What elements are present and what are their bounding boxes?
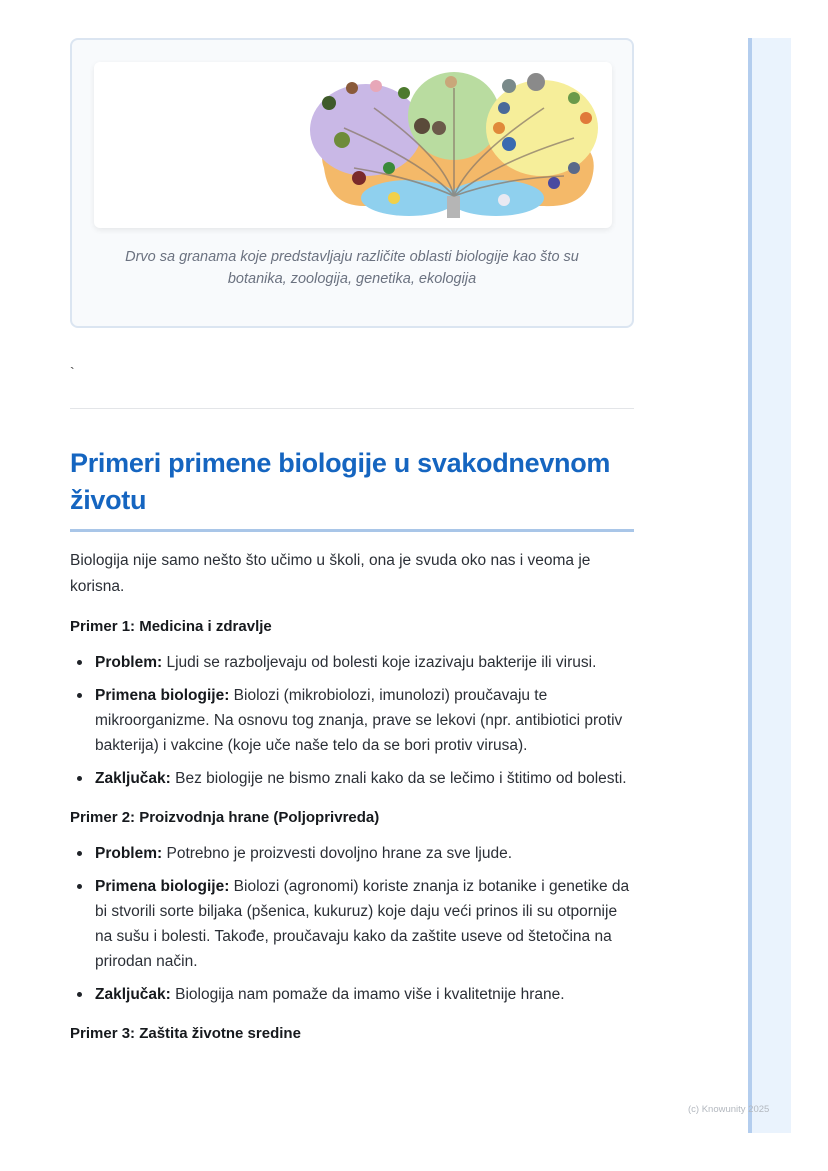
figure-caption: Drvo sa granama koje predstavljaju različite oblasti biologije kao što su botanika, zoologija, genetika, ekologija [125, 249, 579, 287]
point-label: Primena biologije: [95, 687, 230, 704]
point-label: Primena biologije: [95, 878, 230, 895]
intro-paragraph: Biologija nije samo nešto što učimo u školi, ona je svuda oko nas i veoma je korisna. [70, 552, 591, 595]
document-page [70, 38, 634, 1047]
example-2-application [70, 874, 634, 974]
point-label: Zaključak: [95, 770, 171, 787]
tree-of-life-image [94, 62, 612, 228]
point-label: Problem: [95, 654, 163, 671]
example-3-title: Primer 3: Zaštita životne sredine [70, 1025, 301, 1042]
example-1-application [70, 683, 634, 758]
section-title: Primeri primene biologije u svakodnevnom životu [70, 445, 634, 532]
example-1-conclusion [70, 766, 634, 791]
side-panel-strip [748, 38, 791, 1133]
point-text: Biolozi (mikrobiolozi, imunolozi) proučavaju te mikroorganizme. Na osnovu tog znanja, prave se lekovi (npr. antibiotici protiv bakterija) i vakcine (koje uče naše telo da se bori protiv virusa). [95, 687, 623, 754]
point-label: Problem: [95, 845, 163, 862]
point-text: Potrebno je proizvesti dovoljno hrane za sve ljude. [162, 845, 513, 862]
copyright-footer: (c) Knowunity 2025 [688, 1104, 770, 1115]
point-text: Biolozi (agronomi) koriste znanja iz botanike i genetike da bi stvorili sorte biljaka (pšenica, kukuruz) koje daju veći prinos ili su otpornije na sušu i bolesti. Takođe, proučavaju kako da zaštite useve od štetočina na prirodan način. [95, 878, 630, 970]
horizontal-divider [70, 408, 634, 409]
example-2-points [70, 841, 634, 1007]
point-label: Zaključak: [95, 986, 171, 1003]
figure-card [70, 38, 634, 328]
example-2-problem [70, 841, 634, 866]
point-text: Bez biologije ne bismo znali kako da se lečimo i štitimo od bolesti. [170, 770, 627, 787]
example-1-title: Primer 1: Medicina i zdravlje [70, 618, 272, 635]
example-2-title: Primer 2: Proizvodnja hrane (Poljoprivreda) [70, 809, 380, 826]
example-2-conclusion [70, 982, 634, 1007]
point-text: Biologija nam pomaže da imamo više i kvalitetnije hrane. [170, 986, 565, 1003]
example-1-problem [70, 650, 634, 675]
tree-of-life-illustration-icon [304, 68, 604, 226]
example-1-points [70, 650, 634, 791]
point-text: Ljudi se razboljevaju od bolesti koje izazivaju bakterije ili virusi. [162, 654, 597, 671]
stray-backtick-text: ` [70, 364, 75, 380]
